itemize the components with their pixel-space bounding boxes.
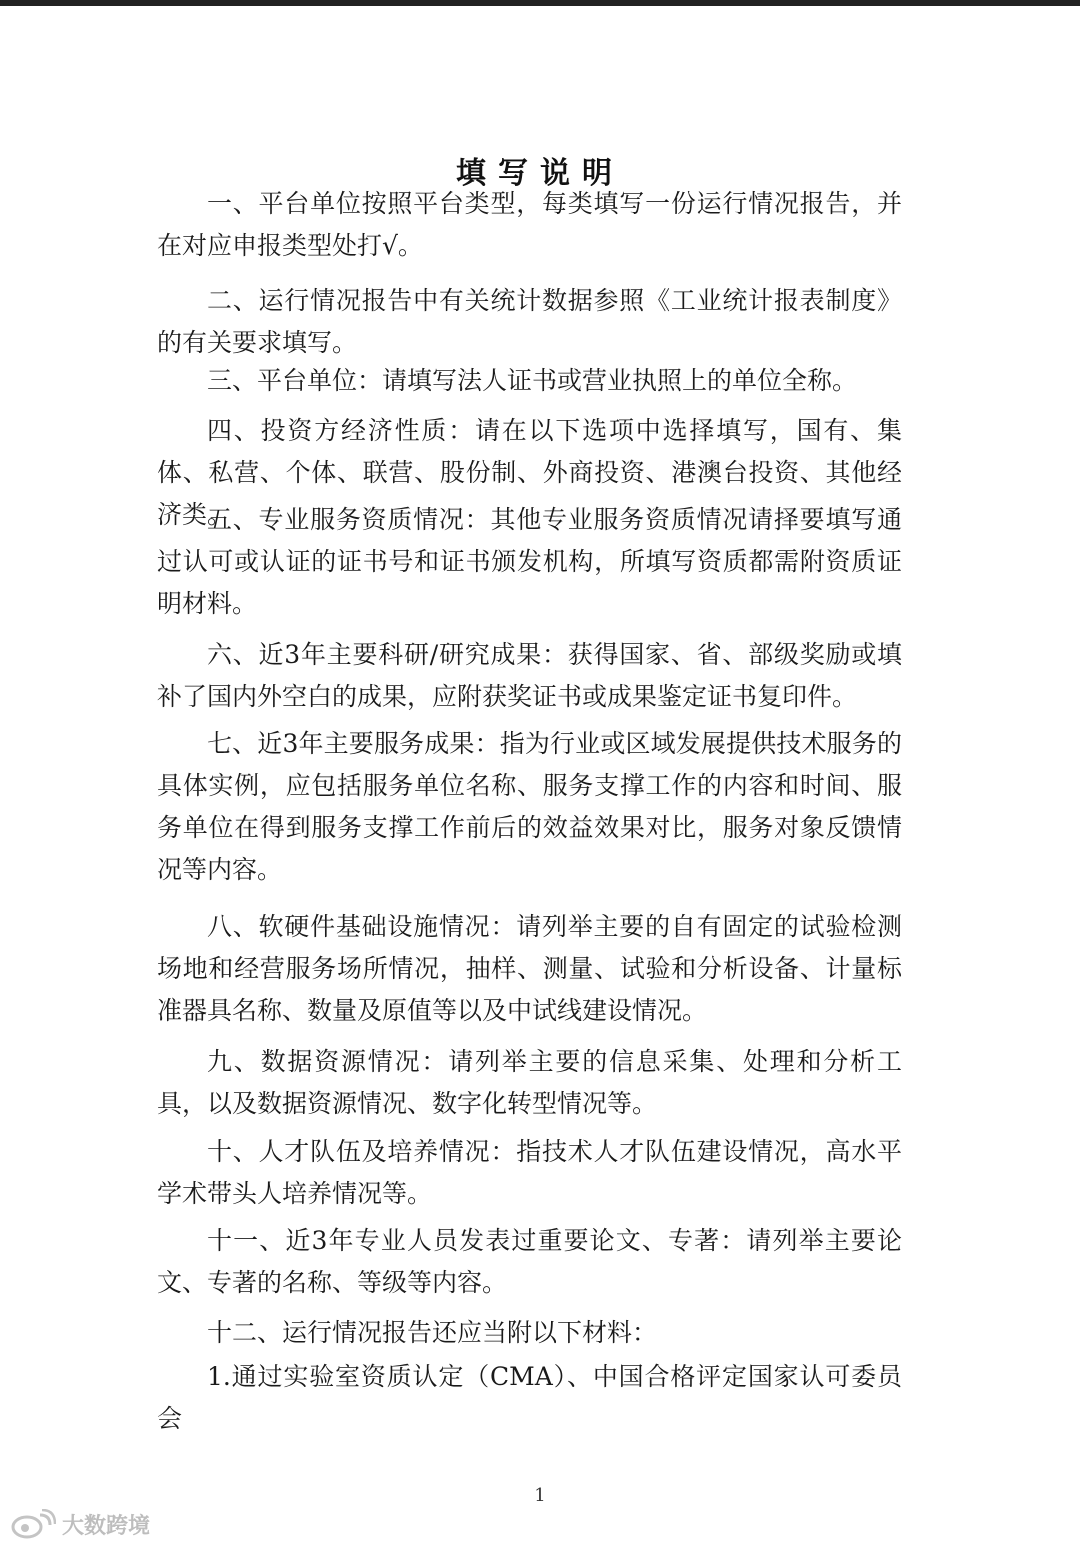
weibo-logo-icon (10, 1509, 56, 1539)
paragraph-7: 七、近3年主要服务成果：指为行业或区域发展提供技术服务的具体实例，应包括服务单位名称、服务支撑工作的内容和时间、服务单位在得到服务支撑工作前后的效益效果对比，服务对象反馈情况等内容。 (157, 729, 902, 884)
paragraph-2: 二、运行情况报告中有关统计数据参照《工业统计报表制度》的有关要求填写。 (157, 286, 902, 357)
paragraph-4: 四、投资方经济性质：请在以下选项中选择填写，国有、集体、私营、个体、联营、股份制、外商投资、港澳台投资、其他经济类。 (157, 416, 902, 529)
page-number: 1 (534, 1485, 546, 1506)
paragraph-13: 1.通过实验室资质认定（CMA）、中国合格评定国家认可委员会 (157, 1362, 902, 1433)
paragraph-8: 八、软硬件基础设施情况：请列举主要的自有固定的试验检测场地和经营服务场所情况，抽样、测量、试验和分析设备、计量标准器具名称、数量及原值等以及中试线建设情况。 (157, 912, 902, 1025)
paragraph-10: 十、人才队伍及培养情况：指技术人才队伍建设情况，高水平学术带头人培养情况等。 (157, 1137, 902, 1208)
paragraph-9: 九、数据资源情况：请列举主要的信息采集、处理和分析工具，以及数据资源情况、数字化转型情况等。 (157, 1047, 902, 1118)
watermark (10, 1508, 150, 1540)
paragraph-5: 五、专业服务资质情况：其他专业服务资质情况请择要填写通过认可或认证的证书号和证书颁发机构，所填写资质都需附资质证明材料。 (157, 505, 902, 618)
scan-top-edge (0, 0, 1080, 6)
paragraph-3: 三、平台单位：请填写法人证书或营业执照上的单位全称。 (207, 366, 858, 395)
paragraph-12: 十二、运行情况报告还应当附以下材料： (207, 1318, 658, 1347)
paragraph-6: 六、近3年主要科研/研究成果：获得国家、省、部级奖励或填补了国内外空白的成果，应附获奖证书或成果鉴定证书复印件。 (157, 640, 902, 711)
watermark-text: 大数跨境 (62, 1513, 151, 1539)
document-title: 填写说明 (456, 156, 624, 192)
paragraph-1: 一、平台单位按照平台类型，每类填写一份运行情况报告，并在对应申报类型处打√。 (157, 189, 902, 260)
paragraph-11: 十一、近3年专业人员发表过重要论文、专著：请列举主要论文、专著的名称、等级等内容。 (157, 1226, 902, 1297)
